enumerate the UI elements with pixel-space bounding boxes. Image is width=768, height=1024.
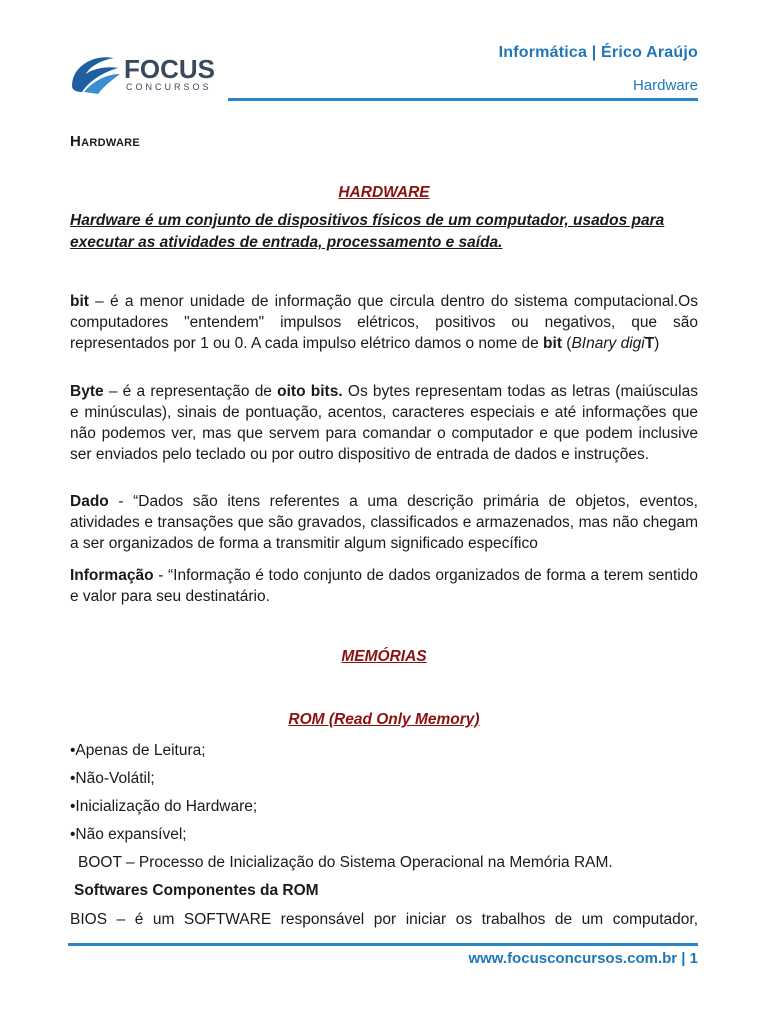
binary-t: T bbox=[644, 335, 655, 352]
header-subtitle: Hardware bbox=[632, 77, 698, 94]
logo-subtext: CONCURSOS bbox=[126, 82, 212, 92]
dado-term: Dado bbox=[70, 493, 109, 510]
boot-line: BOOT – Processo de Inicialização do Sistema Operacional na Memória RAM. bbox=[78, 854, 613, 871]
logo-swoosh-icon bbox=[72, 57, 120, 94]
footer bbox=[468, 950, 698, 967]
byte-text-2: Os bytes representam todas as letras (maiúsculas e minúsculas), sinais de pontuação, acentos, caracteres especiais e até informações que não podemos ver, mas que servem para comandar o computador e que podem inclusive ser enviados pelo teclado ou por outro dispositivo de entrada de dados e instruções. bbox=[70, 383, 698, 463]
footer-url-link[interactable]: www.focusconcursos.com.br bbox=[468, 950, 678, 967]
focus-logo bbox=[68, 52, 228, 96]
paren-close: ) bbox=[654, 335, 660, 352]
bit-term-2: bit bbox=[543, 335, 562, 352]
footer-divider bbox=[68, 943, 698, 946]
informacao-paragraph bbox=[70, 565, 698, 607]
footer-separator: | bbox=[677, 950, 690, 967]
informacao-text: - “Informação é todo conjunto de dados organizados de forma a terem sentido e valor para seu destinatário. bbox=[70, 567, 698, 605]
byte-paragraph bbox=[70, 381, 698, 465]
rom-item: •Apenas de Leitura; bbox=[70, 742, 206, 759]
heading-memorias: MEMÓRIAS bbox=[341, 648, 427, 665]
heading-rom: ROM (Read Only Memory) bbox=[288, 711, 480, 728]
dado-text: - “Dados são itens referentes a uma descrição primária de objetos, eventos, atividades e transações que são gravados, classificados e armazenados, mas não chegam a ser organizados de forma a transmitir algum significado específico bbox=[70, 493, 698, 552]
heading-hardware: HARDWARE bbox=[338, 184, 430, 201]
rom-item: •Não-Volátil; bbox=[70, 770, 155, 787]
header-divider bbox=[228, 98, 698, 101]
logo-text: FOCUS bbox=[124, 54, 215, 84]
bit-text: – é a menor unidade de informação que circula dentro do sistema computacional.Os computadores "entendem" impulsos elétricos, positivos ou negativos, que são representados por 1 ou 0. A cada impulso elétrico damos o nome de bbox=[70, 293, 698, 352]
softwares-heading: Softwares Componentes da ROM bbox=[74, 882, 319, 899]
binary-nary: nary digi bbox=[586, 335, 645, 352]
bit-paragraph bbox=[70, 291, 698, 354]
byte-text-1: – é a representação de bbox=[103, 383, 278, 400]
bios-line: BIOS – é um SOFTWARE responsável por iniciar os trabalhos de um computador, bbox=[70, 911, 698, 928]
informacao-term: Informação bbox=[70, 567, 154, 584]
section-label: Hardware bbox=[70, 133, 141, 150]
byte-term: Byte bbox=[70, 383, 104, 400]
hardware-definition: Hardware é um conjunto de dispositivos físicos de um computador, usados para executar as atividades de entrada, processamento e saída. bbox=[70, 212, 665, 251]
byte-bold: oito bits. bbox=[277, 383, 343, 400]
page-number: 1 bbox=[689, 950, 698, 967]
bit-term: bit bbox=[70, 293, 89, 310]
dado-paragraph bbox=[70, 491, 698, 554]
header-title: Informática | Érico Araújo bbox=[498, 44, 698, 61]
binary-bi: BI bbox=[571, 335, 587, 352]
rom-item: •Não expansível; bbox=[70, 826, 187, 843]
paren-open: ( bbox=[561, 335, 572, 352]
rom-item: •Inicialização do Hardware; bbox=[70, 798, 258, 815]
